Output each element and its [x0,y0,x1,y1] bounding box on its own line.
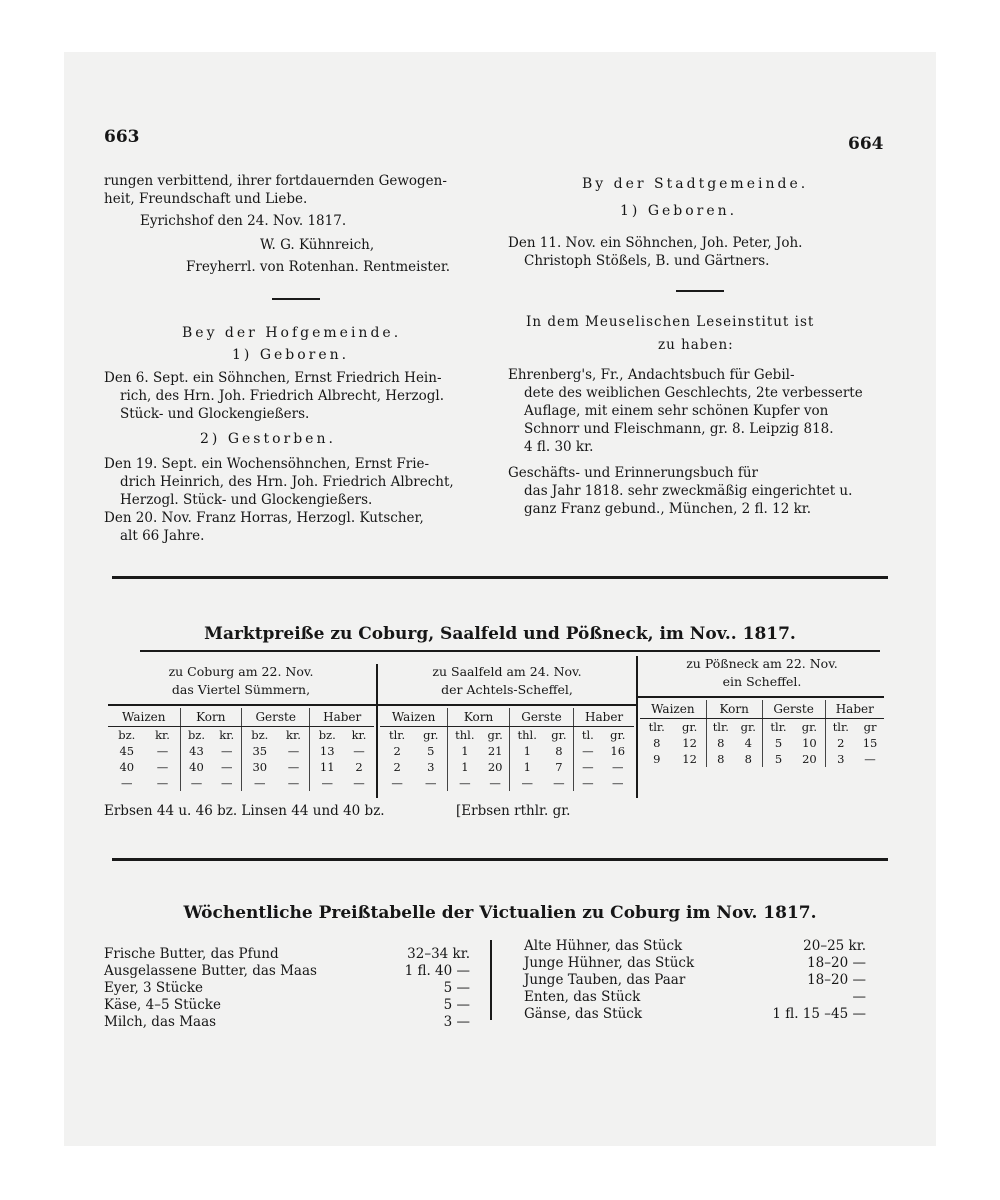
price-cell: — [611,760,624,774]
price-cell: — [220,760,233,774]
born-heading: 1) Geboren. [620,203,738,219]
price-cell: 11 [310,759,344,775]
unit-label: thl. [509,727,544,744]
list-item: Milch, das Maas [104,1014,217,1030]
column-divider [376,664,378,798]
price-cell: — [242,775,278,791]
price-cell: — [864,752,876,766]
price-cell: 8 [653,736,661,750]
price-cell: 43 [180,743,212,759]
price-cell: 1 [448,759,482,775]
price-cell: — [156,744,169,758]
text-line: Den 11. Nov. ein Söhnchen, Joh. Peter, Joh. [508,235,803,251]
unit-label: bz. [180,727,212,744]
price-cell: 3 [427,760,435,774]
page-number-right: 664 [848,134,884,154]
col-header: Haber [310,708,374,727]
col-header: Korn [180,708,242,727]
price-cell: 20 [802,752,817,766]
price-cell: — [611,776,624,790]
text-line: heit, Freundschaft und Liebe. [104,191,308,207]
table-top-rule [140,650,880,652]
book-line: ganz Franz gebund., München, 2 fl. 12 kr. [524,501,812,517]
price-value: 18–20 — [807,955,866,971]
col-header: Haber [574,708,634,727]
saalfeld-price-table [380,708,634,791]
book-line: Schnorr und Fleischmann, gr. 8. Leipzig 818. [524,421,834,437]
text-line: rich, des Hrn. Joh. Friedrich Albrecht, Herzogl. [120,388,444,404]
price-cell: 12 [682,736,697,750]
unit-label: tlr. [648,720,665,734]
price-cell: 21 [487,744,503,758]
born-heading: 1) Geboren. [232,347,350,363]
unit-label: tlr. [706,719,735,736]
col-header: Korn [448,708,510,727]
price-cell: 40 [119,760,135,774]
divider [676,290,724,292]
price-cell: 15 [862,736,878,750]
header-rule [638,696,884,698]
price-cell: 2 [355,760,363,774]
unit-label: tlr. [762,719,794,736]
price-cell: — [553,776,565,790]
price-cell: — [574,775,602,791]
price-cell: 20 [487,760,503,774]
price-cell: — [156,776,169,790]
table-row [108,775,374,791]
table-row [640,735,884,751]
book-line: Ehrenberg's, Fr., Andachtsbuch für Gebil- [508,367,795,383]
col-header: Gerste [242,708,310,727]
book-line: das Jahr 1818. sehr zweckmäßig eingerichtet u. [524,483,853,499]
notice-subtitle: zu haben: [658,337,734,353]
text-line: Den 19. Sept. ein Wochensöhnchen, Ernst Frie- [104,456,430,472]
list-item: Frische Butter, das Pfund [104,946,279,962]
list-item: Gänse, das Stück [524,1006,643,1022]
list-item: Käse, 4–5 Stücke [104,997,221,1013]
price-cell: 3 [825,751,856,767]
price-cell: — [489,776,501,790]
page-number-left: 663 [104,127,140,147]
col-header: Haber [825,700,884,719]
col-header: Korn [706,700,762,719]
book-line: dete des weiblichen Geschlechts, 2te verbesserte [524,385,863,401]
unit-label: tlr. [389,728,406,742]
list-item: Eyer, 3 Stücke [104,980,204,996]
col-header: Gerste [509,708,573,727]
price-cell: — [574,743,602,759]
price-cell: — [220,776,233,790]
list-item: Ausgelassene Butter, das Maas [104,963,317,979]
unit-label: gr [863,720,877,734]
column-divider [636,656,638,798]
book-line: Geschäfts- und Erinnerungsbuch für [508,465,758,481]
table-row [380,759,634,775]
section-title: By der Stadtgemeinde. [582,176,809,192]
price-cell: — [353,744,365,758]
price-cell: — [509,775,544,791]
unit-label: gr. [487,728,503,742]
coburg-subheading: das Viertel Sümmern, [171,682,311,697]
price-cell: — [448,775,482,791]
book-line: 4 fl. 30 kr. [524,439,594,455]
price-cell: 1 [509,759,544,775]
list-item: Enten, das Stück [524,989,641,1005]
price-cell: — [121,776,133,790]
price-value: 32–34 kr. [407,946,470,962]
unit-label: thl. [448,727,482,744]
price-cell: — [156,760,169,774]
unit-label: bz. [310,727,344,744]
price-cell: 13 [310,743,344,759]
text-line: Den 6. Sept. ein Söhnchen, Ernst Friedrich Hein- [104,370,442,386]
col-header: Gerste [762,700,825,719]
price-cell: 12 [682,752,697,766]
price-cell: 1 [509,743,544,759]
text-line: Den 20. Nov. Franz Horras, Herzogl. Kutscher, [104,510,424,526]
price-cell: — [287,744,300,758]
unit-label: kr. [286,728,301,742]
col-header: Waizen [380,708,448,727]
price-cell: 8 [706,735,735,751]
price-cell: 16 [610,744,626,758]
header-rule [108,704,376,706]
saalfeld-subheading: der Achtels-Scheffel, [441,682,573,697]
poessneck-subheading: ein Scheffel. [722,674,802,689]
text-line: rungen verbittend, ihrer fortdauernden Gewogen- [104,173,447,189]
price-cell: 7 [555,760,563,774]
unit-label: tl. [574,727,602,744]
coburg-heading: zu Coburg am 22. Nov. [168,664,314,679]
price-cell: 8 [706,751,735,767]
price-cell: 45 [119,744,135,758]
price-cell: — [424,776,437,790]
price-cell: — [391,776,403,790]
price-cell: — [310,775,344,791]
unit-label: gr. [423,728,439,742]
weekly-title: Wöchentliche Preißtabelle der Victualien zu Coburg im Nov. 1817. [183,903,817,923]
price-cell: 5 [762,735,794,751]
unit-label: kr. [351,728,367,742]
price-cell: 2 [825,735,856,751]
text-line: Christoph Stößels, B. und Gärtners. [524,253,770,269]
list-item: Alte Hühner, das Stück [524,938,683,954]
price-value: — [852,989,866,1005]
unit-label: gr. [740,720,756,734]
col-header: Waizen [640,700,706,719]
section-rule [112,576,888,579]
price-value: 20–25 kr. [803,938,866,954]
text-line: Herzogl. Stück- und Glockengießers. [120,492,373,508]
place-date: Eyrichshof den 24. Nov. 1817. [140,213,347,229]
price-cell: 40 [180,759,212,775]
price-value: 5 — [443,997,470,1013]
price-cell: — [287,776,300,790]
text-line: drich Heinrich, des Hrn. Joh. Friedrich Albrecht, [120,474,454,490]
price-cell: 10 [802,736,817,750]
price-cell: 5 [762,751,794,767]
coburg-price-table [108,708,374,791]
unit-label: kr. [155,728,170,742]
price-cell: 5 [427,744,435,758]
price-cell: — [574,759,602,775]
price-cell: 2 [393,744,401,758]
poessneck-heading: zu Pößneck am 22. Nov. [686,656,838,671]
market-footer-left: Erbsen 44 u. 46 bz. Linsen 44 und 40 bz. [104,803,385,819]
column-divider [490,940,492,1020]
price-cell: 2 [393,760,401,774]
unit-label: gr. [610,728,626,742]
col-header: Waizen [108,708,180,727]
died-heading: 2) Gestorben. [200,431,336,447]
divider [272,298,320,300]
saalfeld-heading: zu Saalfeld am 24. Nov. [432,664,582,679]
list-item: Junge Tauben, das Paar [524,972,686,988]
signature-name: W. G. Kühnreich, [260,237,375,253]
table-row [380,743,634,759]
price-cell: — [287,760,300,774]
price-cell: — [220,744,233,758]
price-value: 5 — [443,980,470,996]
notice-title: In dem Meuselischen Leseinstitut ist [526,314,815,330]
price-cell: 4 [744,736,752,750]
price-value: 3 — [443,1014,470,1030]
unit-label: gr. [801,720,818,734]
price-cell: 8 [744,752,752,766]
unit-label: kr. [219,728,235,742]
unit-label: gr. [551,728,567,742]
table-row [108,759,374,775]
price-cell: — [353,776,365,790]
text-line: Stück- und Glockengießers. [120,406,310,422]
price-cell: 35 [242,743,278,759]
table-row [380,775,634,791]
unit-label: bz. [118,728,136,742]
poessneck-price-table [640,700,884,767]
market-title: Marktpreiße zu Coburg, Saalfeld und Pößneck, im Nov.. 1817. [204,624,796,644]
price-value: 18–20 — [807,972,866,988]
unit-label: gr. [681,720,698,734]
table-row [640,751,884,767]
section-title: Bey der Hofgemeinde. [182,325,402,341]
unit-label: bz. [242,727,278,744]
price-cell: 8 [555,744,563,758]
price-value: 1 fl. 15 –45 — [772,1006,866,1022]
table-row [108,743,374,759]
section-rule [112,858,888,861]
book-line: Auflage, mit einem sehr schönen Kupfer von [524,403,829,419]
price-cell: 1 [448,743,482,759]
price-cell: — [180,775,212,791]
price-value: 1 fl. 40 — [404,963,470,979]
list-item: Junge Hühner, das Stück [524,955,695,971]
text-line: alt 66 Jahre. [120,528,205,544]
price-cell: 30 [242,759,278,775]
price-cell: 9 [653,752,661,766]
market-footer-right: [Erbsen rthlr. gr. [456,803,571,819]
header-rule [378,704,636,706]
unit-label: tlr. [825,719,856,736]
signature-title: Freyherrl. von Rotenhan. Rentmeister. [186,259,451,275]
